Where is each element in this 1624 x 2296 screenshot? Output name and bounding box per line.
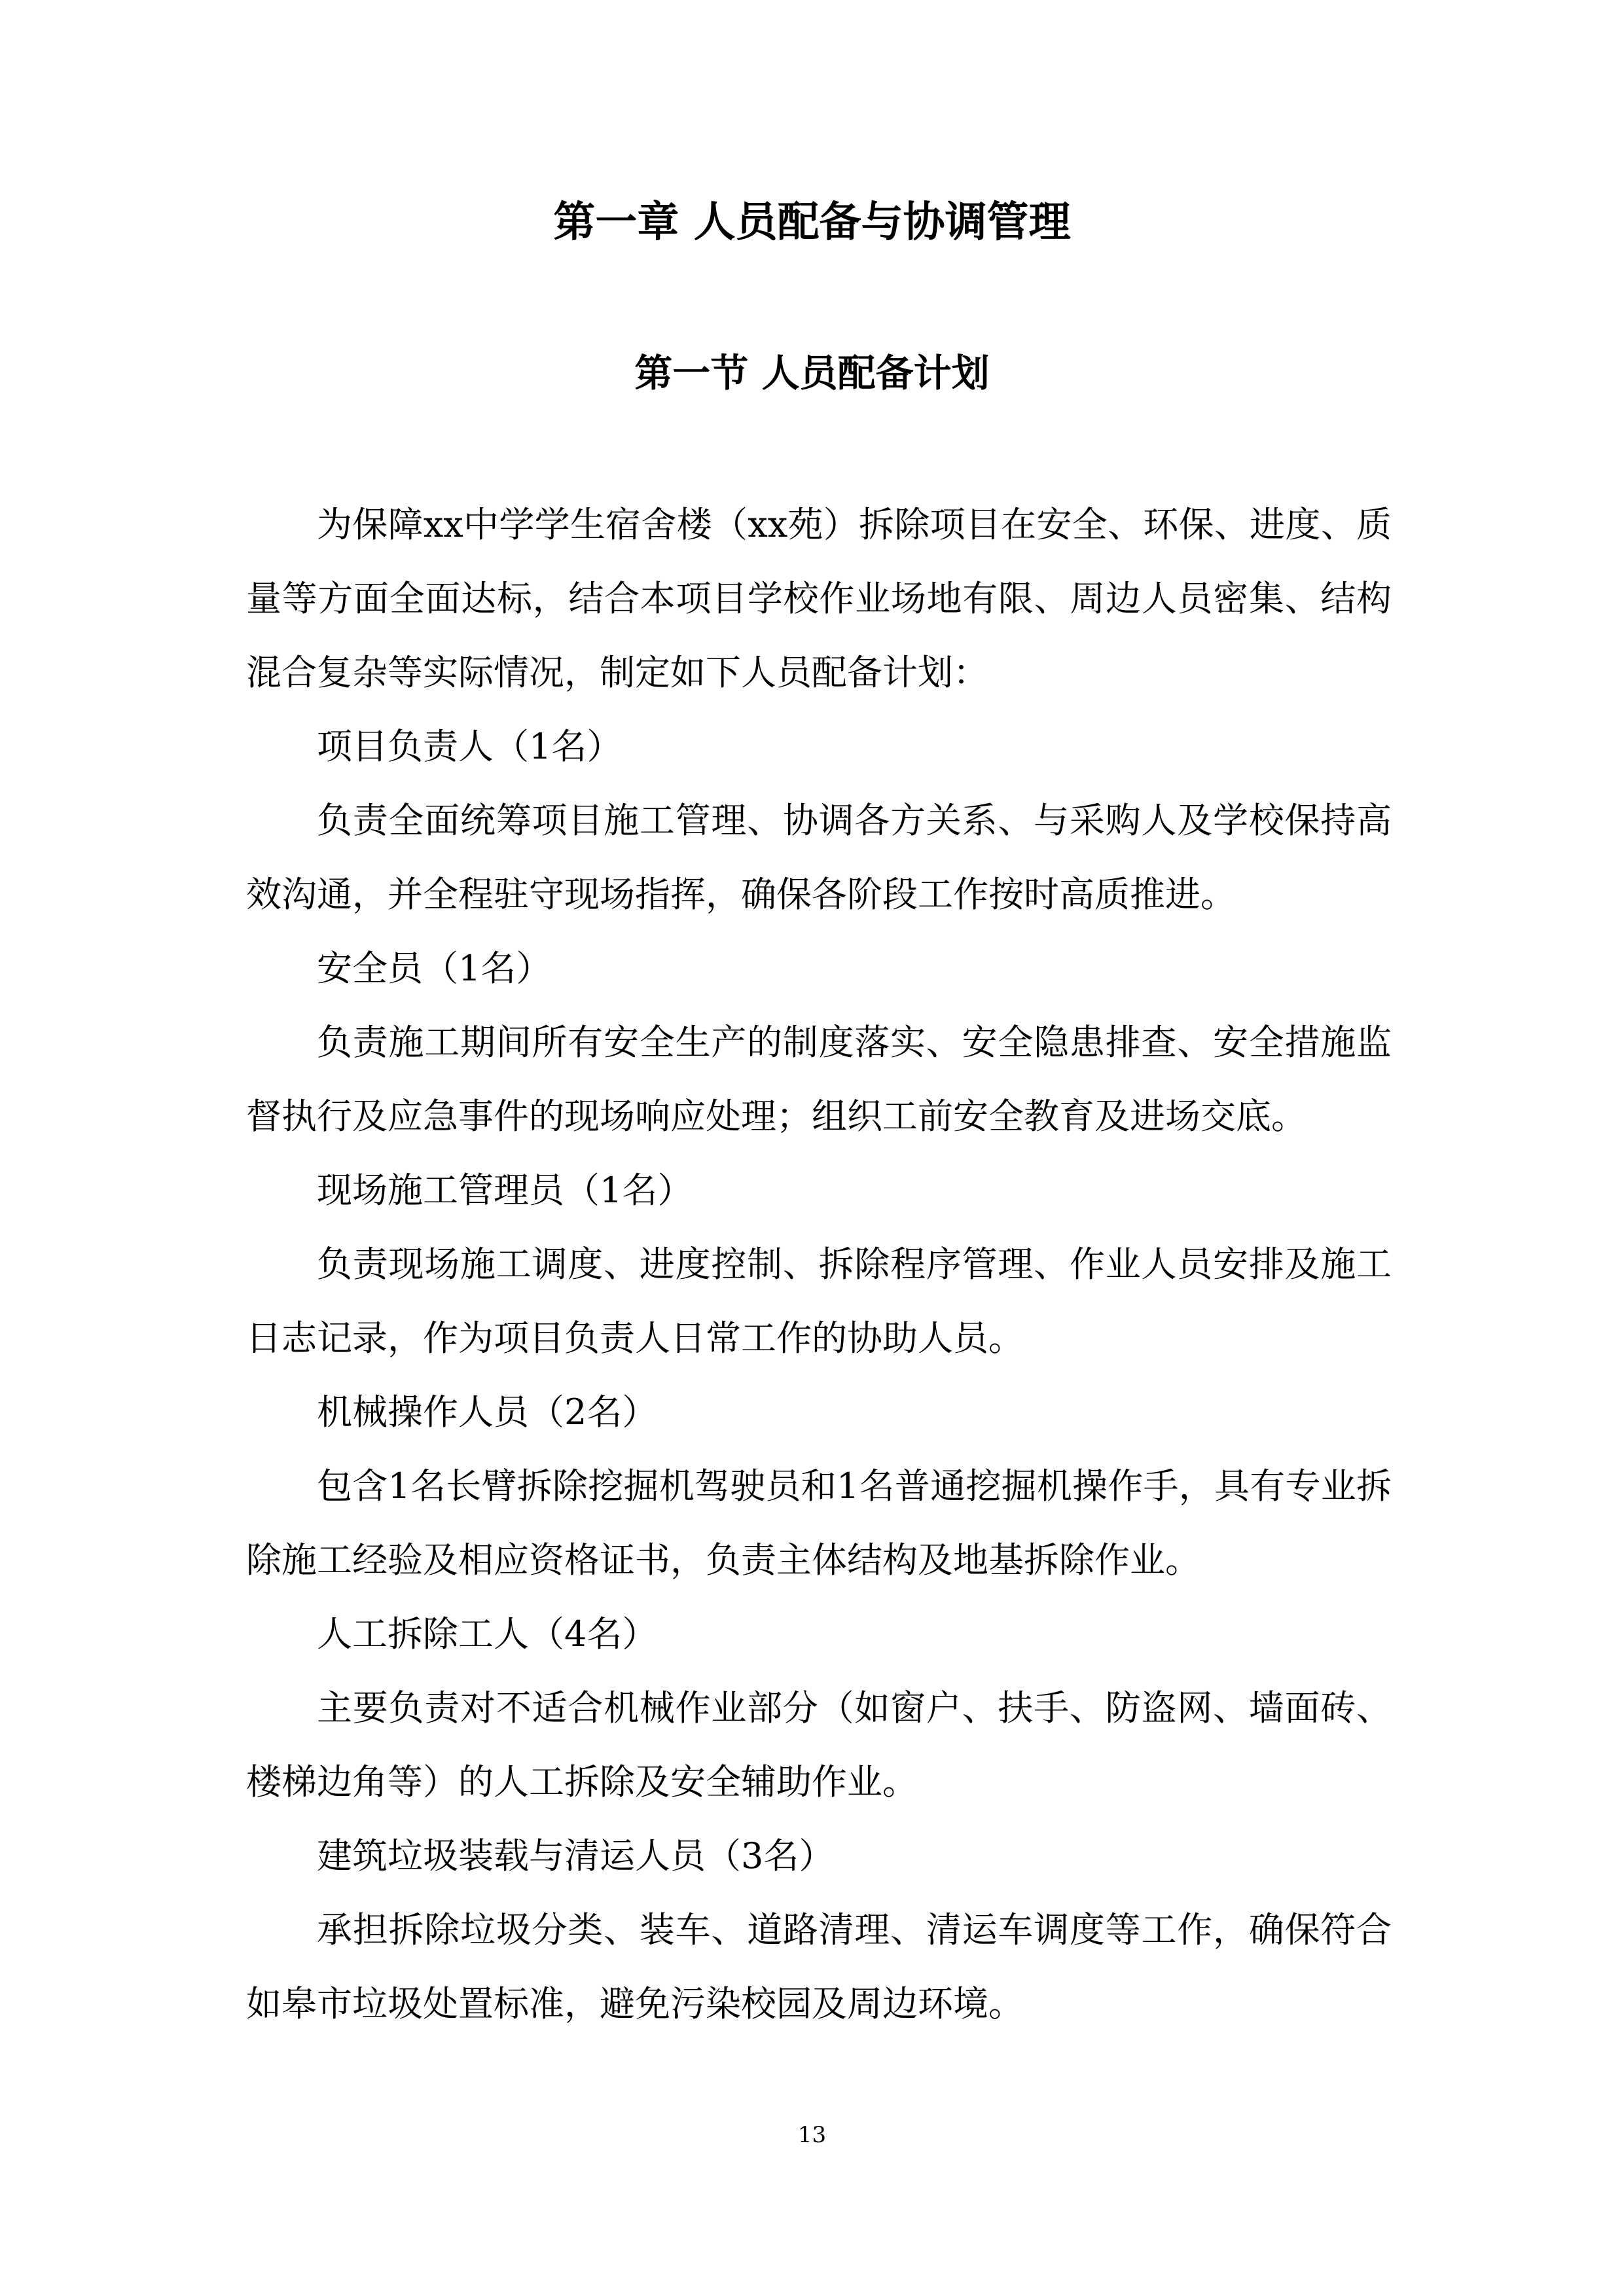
role-description-machine-operators: 包含1名长臂拆除挖掘机驾驶员和1名普通挖掘机操作手，具有专业拆除施工经验及相应资格证书，负责主体结构及地基拆除作业。 xyxy=(246,1465,1392,1581)
role-description-site-manager: 负责现场施工调度、进度控制、拆除程序管理、作业人员安排及施工日志记录，作为项目负责人日常工作的协助人员。 xyxy=(246,1244,1392,1359)
role-description-project-manager: 负责全面统筹项目施工管理、协调各方关系、与采购人及学校保持高效沟通，并全程驻守现场指挥，确保各阶段工作按时高质推进。 xyxy=(246,800,1392,915)
role-heading-project-manager: 项目负责人（1名） xyxy=(317,726,623,767)
role-heading-safety-officer: 安全员（1名） xyxy=(317,948,552,989)
role-heading-waste-crew: 建筑垃圾装载与清运人员（3名） xyxy=(317,1835,835,1876)
role-heading-site-manager: 现场施工管理员（1名） xyxy=(317,1170,693,1211)
role-description-waste-crew: 承担拆除垃圾分类、装车、道路清理、清运车调度等工作，确保符合如皋市垃圾处置标准，避免污染校园及周边环境。 xyxy=(246,1909,1392,2024)
chapter-title: 第一章 人员配备与协调管理 xyxy=(553,198,1071,247)
section-title: 第一节 人员配备计划 xyxy=(634,351,990,395)
role-description-safety-officer: 负责施工期间所有安全生产的制度落实、安全隐患排查、安全措施监督执行及应急事件的现场响应处理；组织工前安全教育及进场交底。 xyxy=(246,1022,1392,1137)
role-description-manual-workers: 主要负责对不适合机械作业部分（如窗户、扶手、防盗网、墙面砖、楼梯边角等）的人工拆除及安全辅助作业。 xyxy=(246,1687,1392,1803)
page-number: 13 xyxy=(797,2122,827,2148)
role-heading-machine-operators: 机械操作人员（2名） xyxy=(317,1391,658,1433)
role-heading-manual-workers: 人工拆除工人（4名） xyxy=(317,1613,658,1655)
intro-paragraph: 为保障xx中学学生宿舍楼（xx苑）拆除项目在安全、环保、进度、质量等方面全面达标，结合本项目学校作业场地有限、周边人员密集、结构混合复杂等实际情况，制定如下人员配备计划： xyxy=(246,504,1392,693)
body-text xyxy=(246,488,1392,2041)
